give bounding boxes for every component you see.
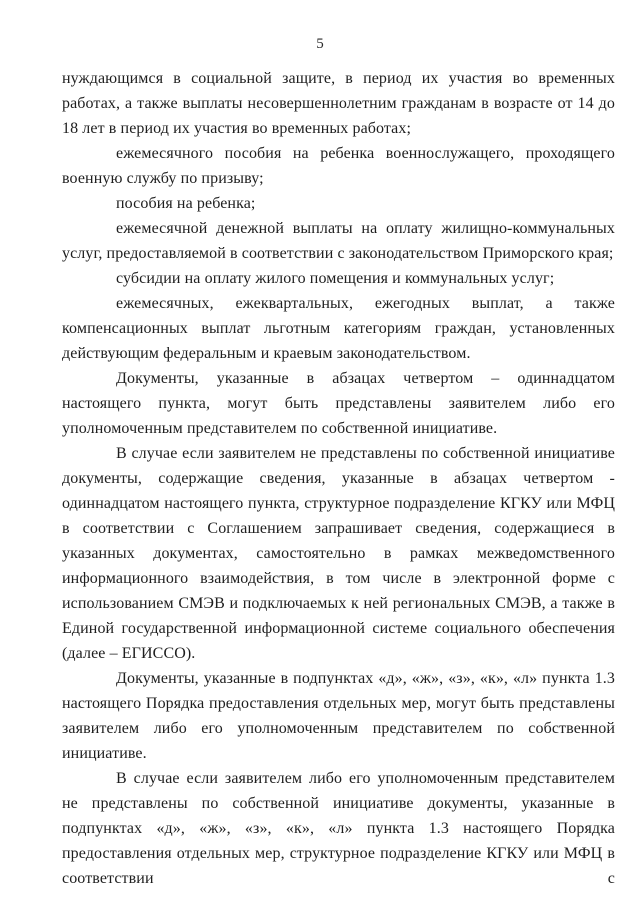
paragraph-3: пособия на ребенка; [116,195,256,212]
paragraph-1: нуждающимся в социальной защите, в период их участия во временных работах, а также выплаты несовершеннолетним гражданам в возрасте от 14 до 18 лет в период их участия во временных работах; [62,70,615,137]
document-body [62,66,615,891]
paragraph-9: Документы, указанные в подпунктах «д», «ж», «з», «к», «л» пункта 1.3 настоящего Порядка предоставления отдельных мер, могут быть представлены заявителем либо его уполномоченным представителем по собственной инициативе. [62,670,615,762]
paragraph-6: ежемесячных, ежеквартальных, ежегодных выплат, а также компенсационных выплат льготным категориям граждан, установленных действующим федеральным и краевым законодательством. [62,295,615,362]
paragraph-4: ежемесячной денежной выплаты на оплату жилищно-коммунальных услуг, предоставляемой в соответствии с законодательством Приморского края; [62,220,615,262]
paragraph-8: В случае если заявителем не представлены по собственной инициативе документы, содержащие сведения, указанные в абзацах четвертом - одиннадцатом настоящего пункта, структурное подразделение КГКУ или МФЦ в соответствии с Соглашением запрашивает сведения, содержащиеся в указанных документах, самостоятельно в рамках межведомственного информационного взаимодействия, в том числе в электронной форме с использованием СМЭВ и подключаемых к ней региональных СМЭВ, а также в Единой государственной информационной системе социального обеспечения (далее – ЕГИССО). [62,445,615,662]
paragraph-5: субсидии на оплату жилого помещения и коммунальных услуг; [116,270,555,287]
paragraph-7: Документы, указанные в абзацах четвертом – одиннадцатом настоящего пункта, могут быть представлены заявителем либо его уполномоченным представителем по собственной инициативе. [62,370,615,437]
page-number: 5 [316,36,324,52]
paragraph-2: ежемесячного пособия на ребенка военнослужащего, проходящего военную службу по призыву; [62,145,615,187]
paragraph-10: В случае если заявителем либо его уполномоченным представителем не представлены по собственной инициативе документы, указанные в подпунктах «д», «ж», «з», «к», «л» пункта 1.3 настоящего Порядка предоставления отдельных мер, структурное подразделение КГКУ или МФЦ в соответствии с [62,770,615,887]
